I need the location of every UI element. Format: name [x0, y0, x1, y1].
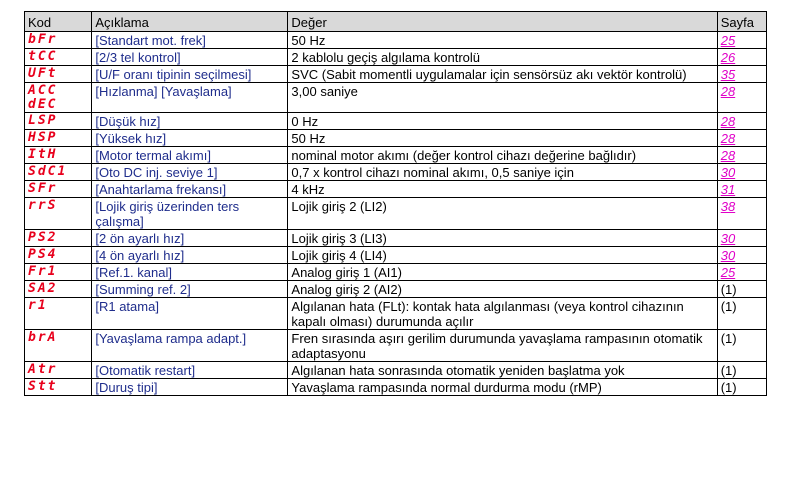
page-note: (1)	[720, 299, 737, 314]
header-deger: Değer	[288, 12, 717, 32]
value-cell: nominal motor akımı (değer kontrol cihazı değerine bağlıdır)	[288, 147, 717, 164]
table-row	[25, 264, 767, 281]
description-cell: [Standart mot. frek]	[92, 32, 288, 49]
description-cell: [4 ön ayarlı hız]	[92, 247, 288, 264]
page-link[interactable]: 25	[720, 33, 736, 48]
table-body	[25, 32, 767, 396]
page-note: (1)	[720, 363, 737, 378]
parameter-code: Stt	[28, 379, 58, 394]
table-row	[25, 83, 767, 113]
code-cell	[25, 230, 92, 247]
parameter-code: UFt	[28, 66, 58, 81]
parameter-code: r1	[28, 298, 48, 313]
page-cell	[717, 362, 766, 379]
description-cell: [2 ön ayarlı hız]	[92, 230, 288, 247]
description-cell: [Otomatik restart]	[92, 362, 288, 379]
value-cell: SVC (Sabit momentli uygulamalar için sensörsüz akı vektör kontrolü)	[288, 66, 717, 83]
page-note: (1)	[720, 282, 737, 297]
parameter-code: PS4	[28, 247, 58, 262]
page-cell	[717, 247, 766, 264]
table-row	[25, 66, 767, 83]
description-cell: [U/F oranı tipinin seçilmesi]	[92, 66, 288, 83]
page-link[interactable]: 35	[720, 67, 736, 82]
page-link[interactable]: 31	[720, 182, 736, 197]
parameter-table	[24, 11, 767, 396]
table-row	[25, 164, 767, 181]
page-note: (1)	[720, 380, 737, 395]
code-cell	[25, 298, 92, 330]
code-cell	[25, 330, 92, 362]
code-cell	[25, 32, 92, 49]
page-cell	[717, 281, 766, 298]
parameter-code: SFr	[28, 181, 58, 196]
code-cell	[25, 379, 92, 396]
table-row	[25, 130, 767, 147]
page-cell	[717, 264, 766, 281]
page-cell	[717, 181, 766, 198]
value-cell: Algılanan hata sonrasında otomatik yeniden başlatma yok	[288, 362, 717, 379]
page-cell	[717, 66, 766, 83]
description-cell: [Oto DC inj. seviye 1]	[92, 164, 288, 181]
page-link[interactable]: 38	[720, 199, 736, 214]
code-cell	[25, 264, 92, 281]
code-cell	[25, 113, 92, 130]
value-cell: Analog giriş 1 (AI1)	[288, 264, 717, 281]
page-link[interactable]: 28	[720, 131, 736, 146]
page-cell	[717, 32, 766, 49]
code-cell	[25, 198, 92, 230]
description-cell: [2/3 tel kontrol]	[92, 49, 288, 66]
page-cell	[717, 83, 766, 113]
description-cell: [Duruş tipi]	[92, 379, 288, 396]
value-cell: Analog giriş 2 (AI2)	[288, 281, 717, 298]
page-cell	[717, 330, 766, 362]
parameter-code: LSP	[28, 113, 58, 128]
value-cell: Lojik giriş 3 (LI3)	[288, 230, 717, 247]
parameter-code: SA2	[28, 281, 58, 296]
page-cell	[717, 147, 766, 164]
page-link[interactable]: 30	[720, 248, 736, 263]
description-cell: [Düşük hız]	[92, 113, 288, 130]
code-cell	[25, 164, 92, 181]
table-row	[25, 181, 767, 198]
value-cell: 0 Hz	[288, 113, 717, 130]
page-link[interactable]: 26	[720, 50, 736, 65]
parameter-code: HSP	[28, 130, 58, 145]
code-cell	[25, 281, 92, 298]
page-link[interactable]: 30	[720, 231, 736, 246]
header-sayfa: Sayfa	[717, 12, 766, 32]
code-cell	[25, 147, 92, 164]
header-aciklama: Açıklama	[92, 12, 288, 32]
code-cell	[25, 83, 92, 113]
code-cell	[25, 362, 92, 379]
description-cell: [Summing ref. 2]	[92, 281, 288, 298]
value-cell: Fren sırasında aşırı gerilim durumunda yavaşlama rampasının otomatik adaptasyonu	[288, 330, 717, 362]
parameter-code: bFr	[28, 32, 58, 47]
description-cell: [Motor termal akımı]	[92, 147, 288, 164]
page-cell	[717, 298, 766, 330]
table-row	[25, 281, 767, 298]
value-cell: 0,7 x kontrol cihazı nominal akımı, 0,5 saniye için	[288, 164, 717, 181]
description-cell: [Anahtarlama frekansı]	[92, 181, 288, 198]
description-cell: [Lojik giriş üzerinden ters çalışma]	[92, 198, 288, 230]
parameter-code: ItH	[28, 147, 58, 162]
description-cell: [Hızlanma] [Yavaşlama]	[92, 83, 288, 113]
parameter-code: Atr	[28, 362, 58, 377]
value-cell: Algılanan hata (FLt): kontak hata algılanması (veya kontrol cihazının kapalı olması) durumunda açılır	[288, 298, 717, 330]
value-cell: Lojik giriş 4 (LI4)	[288, 247, 717, 264]
parameter-code: Fr1	[28, 264, 58, 279]
table-row	[25, 147, 767, 164]
parameter-code: rrS	[28, 198, 58, 213]
page-cell	[717, 130, 766, 147]
page-cell	[717, 198, 766, 230]
table-row	[25, 362, 767, 379]
page-link[interactable]: 25	[720, 265, 736, 280]
table-row	[25, 247, 767, 264]
description-cell: [Yavaşlama rampa adapt.]	[92, 330, 288, 362]
value-cell: Yavaşlama rampasında normal durdurma modu (rMP)	[288, 379, 717, 396]
table-header-row	[25, 12, 767, 32]
value-cell: 2 kablolu geçiş algılama kontrolü	[288, 49, 717, 66]
table-row	[25, 49, 767, 66]
page-cell	[717, 379, 766, 396]
parameter-code: tCC	[28, 49, 58, 64]
parameter-code: brA	[28, 330, 58, 345]
table-row	[25, 330, 767, 362]
value-cell: 50 Hz	[288, 32, 717, 49]
description-cell: [Ref.1. kanal]	[92, 264, 288, 281]
table-row	[25, 230, 767, 247]
value-cell: 50 Hz	[288, 130, 717, 147]
parameter-code: dEC	[28, 97, 58, 112]
table-row	[25, 298, 767, 330]
table-row	[25, 379, 767, 396]
page-cell	[717, 113, 766, 130]
page-note: (1)	[720, 331, 737, 346]
table-row	[25, 32, 767, 49]
code-cell	[25, 66, 92, 83]
parameter-code: SdC1	[28, 164, 68, 179]
code-cell	[25, 247, 92, 264]
code-cell	[25, 49, 92, 66]
table-row	[25, 198, 767, 230]
value-cell: Lojik giriş 2 (LI2)	[288, 198, 717, 230]
page-cell	[717, 49, 766, 66]
description-cell: [Yüksek hız]	[92, 130, 288, 147]
table-row	[25, 113, 767, 130]
value-cell: 3,00 saniye	[288, 83, 717, 113]
page-link[interactable]: 28	[720, 114, 736, 129]
page-cell	[717, 230, 766, 247]
header-kod: Kod	[25, 12, 92, 32]
page-link[interactable]: 28	[720, 148, 736, 163]
parameter-code: PS2	[28, 230, 58, 245]
value-cell: 4 kHz	[288, 181, 717, 198]
page-link[interactable]: 28	[720, 84, 736, 99]
code-cell	[25, 181, 92, 198]
description-cell: [R1 atama]	[92, 298, 288, 330]
parameter-code: ACC	[28, 83, 58, 98]
page-link[interactable]: 30	[720, 165, 736, 180]
code-cell	[25, 130, 92, 147]
page-cell	[717, 164, 766, 181]
